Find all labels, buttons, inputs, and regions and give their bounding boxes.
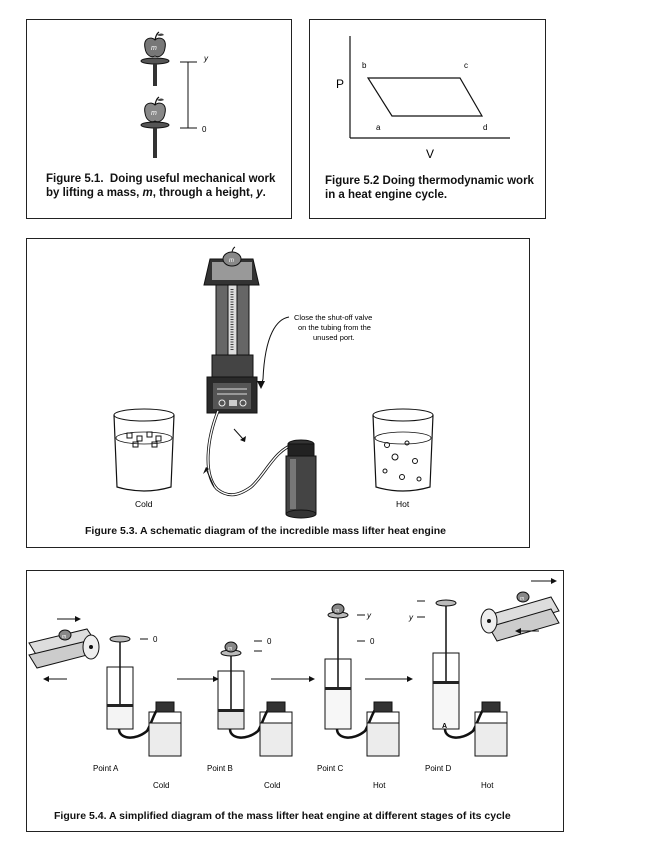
cycle-path: [368, 78, 482, 116]
figure-5-4-drawing: [27, 571, 565, 833]
stage-c-bath: Hot: [373, 781, 386, 790]
mass-label-top: m: [151, 45, 157, 52]
stage-c-label: Point C: [317, 764, 344, 773]
figure-5-3-panel: [26, 238, 530, 548]
figure-5-3-caption: Figure 5.3. A schematic diagram of the incredible mass lifter heat engine: [85, 525, 446, 537]
stage-a-bath: Cold: [153, 781, 170, 790]
hot-beaker-icon: [373, 409, 433, 491]
point-d: d: [483, 123, 488, 132]
point-a: a: [376, 123, 381, 132]
stage-a-engine: [107, 636, 181, 756]
stage-a-label: Point A: [93, 764, 119, 773]
svg-text:m: m: [520, 596, 525, 602]
svg-text:m: m: [62, 634, 67, 640]
figure-5-3-drawing: [27, 239, 531, 549]
stage-c-engine: [325, 604, 399, 756]
axis-v-label: V: [426, 147, 435, 161]
tick-label-0: 0: [202, 125, 207, 134]
stage-b-label: Point B: [207, 764, 233, 773]
svg-text:y: y: [409, 613, 413, 622]
hot-label: Hot: [396, 499, 410, 509]
cold-beaker-icon: [114, 409, 174, 491]
svg-text:y: y: [367, 611, 371, 620]
figure-5-2-caption: Figure 5.2 Doing thermodynamic work in a heat engine cycle.: [325, 175, 534, 201]
svg-text:m: m: [228, 646, 233, 652]
figure-5-4-caption: Figure 5.4. A simplified diagram of the mass lifter heat engine at different stages of its cycle: [54, 810, 511, 822]
stage-d-label: Point D: [425, 764, 452, 773]
stage-d-bath: Hot: [481, 781, 494, 790]
point-b: b: [362, 61, 367, 70]
svg-text:0: 0: [370, 637, 375, 646]
svg-text:A: A: [442, 723, 448, 730]
figure-5-1-panel: [26, 19, 292, 219]
cold-label: Cold: [135, 499, 153, 509]
callout-text: Close the shut-off valve on the tubing from the unused port.: [294, 313, 373, 342]
tick-label-y: y: [204, 54, 208, 63]
figure-5-1-caption: Figure 5.1. Doing useful mechanical work by lifting a mass, m, through a height, y.: [46, 173, 276, 199]
stage-b-bath: Cold: [264, 781, 281, 790]
figure-5-4-panel: [26, 570, 564, 832]
svg-text:m: m: [229, 258, 234, 264]
svg-text:m: m: [335, 608, 340, 614]
mass-label-bottom: m: [151, 110, 157, 117]
svg-text:0: 0: [153, 635, 158, 644]
point-c: c: [464, 61, 468, 70]
svg-text:0: 0: [267, 637, 272, 646]
stage-b-engine: [218, 642, 292, 756]
figure-5-2-panel: [309, 19, 546, 219]
axis-p-label: P: [336, 77, 345, 91]
